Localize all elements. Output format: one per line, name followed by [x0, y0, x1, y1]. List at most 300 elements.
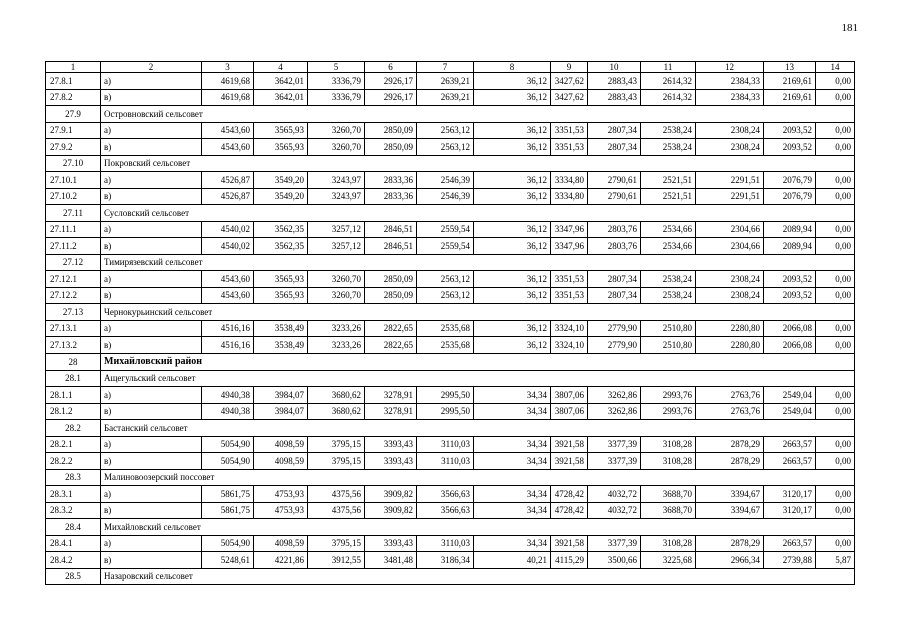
column-number-header: 5 [308, 62, 365, 73]
column-number-header: 2 [101, 62, 202, 73]
section-title: Тимирязевский сельсовет [101, 254, 855, 271]
value-cell: 3909,82 [365, 486, 417, 503]
value-cell: 2639,21 [417, 89, 474, 106]
row-code: 27.11 [46, 205, 101, 222]
value-cell: 3334,80 [551, 188, 588, 205]
value-cell: 5861,75 [202, 486, 254, 503]
value-cell: 4728,42 [551, 486, 588, 503]
row-code: 28.2 [46, 420, 101, 437]
value-cell: 0,00 [816, 73, 855, 90]
value-cell: 2663,57 [764, 535, 816, 552]
value-cell: 4526,87 [202, 172, 254, 189]
value-cell: 3110,03 [417, 535, 474, 552]
page-number: 181 [841, 22, 858, 34]
value-cell: 2779,90 [588, 320, 641, 337]
value-cell: 0,00 [816, 271, 855, 288]
value-cell: 2883,43 [588, 73, 641, 90]
row-code: 28.2.2 [46, 453, 101, 470]
row-code: 27.9.1 [46, 122, 101, 139]
value-cell: 2521,51 [641, 172, 696, 189]
row-code: 27.10 [46, 155, 101, 172]
row-code: 28.1 [46, 370, 101, 387]
value-cell: 36,12 [474, 172, 551, 189]
value-cell: 4543,60 [202, 122, 254, 139]
value-cell: 2089,94 [764, 238, 816, 255]
value-cell: 3377,39 [588, 453, 641, 470]
value-cell: 3225,68 [641, 552, 696, 569]
district-row [46, 353, 855, 370]
value-cell: 3262,86 [588, 387, 641, 404]
section-title: Покровский сельсовет [101, 155, 855, 172]
value-cell: 0,00 [816, 320, 855, 337]
row-code: 27.9.2 [46, 139, 101, 156]
row-code: 28.5 [46, 568, 101, 585]
value-cell: 3680,62 [308, 387, 365, 404]
row-code: 28.4 [46, 519, 101, 536]
value-cell: 2878,29 [696, 453, 764, 470]
section-title: Малиновоозерский поссовет [101, 469, 855, 486]
section-row [46, 568, 855, 585]
value-cell: 2966,34 [696, 552, 764, 569]
row-label: в) [101, 89, 202, 106]
section-title: Назаровский сельсовет [101, 568, 855, 585]
value-cell: 2803,76 [588, 221, 641, 238]
column-number-header: 6 [365, 62, 417, 73]
district-title: Михайловский район [101, 353, 855, 370]
value-cell: 2739,88 [764, 552, 816, 569]
value-cell: 2807,34 [588, 287, 641, 304]
value-cell: 3262,86 [588, 403, 641, 420]
row-code: 28.3.1 [46, 486, 101, 503]
value-cell: 3377,39 [588, 436, 641, 453]
section-title: Сусловский сельсовет [101, 205, 855, 222]
value-cell: 5248,61 [202, 552, 254, 569]
table-row [46, 122, 855, 139]
table-row [46, 73, 855, 90]
value-cell: 3565,93 [254, 287, 308, 304]
value-cell: 2833,36 [365, 172, 417, 189]
value-cell: 2538,24 [641, 122, 696, 139]
row-label: в) [101, 403, 202, 420]
value-cell: 2549,04 [764, 403, 816, 420]
section-row [46, 155, 855, 172]
value-cell: 34,34 [474, 453, 551, 470]
value-cell: 2076,79 [764, 188, 816, 205]
tariff-table [45, 61, 855, 585]
value-cell: 2563,12 [417, 122, 474, 139]
value-cell: 4375,56 [308, 486, 365, 503]
value-cell: 2807,34 [588, 271, 641, 288]
value-cell: 3795,15 [308, 535, 365, 552]
value-cell: 3912,55 [308, 552, 365, 569]
value-cell: 3110,03 [417, 436, 474, 453]
value-cell: 0,00 [816, 387, 855, 404]
row-code: 27.12.1 [46, 271, 101, 288]
value-cell: 2850,09 [365, 287, 417, 304]
value-cell: 2846,51 [365, 238, 417, 255]
table-row [46, 320, 855, 337]
value-cell: 3347,96 [551, 238, 588, 255]
value-cell: 3642,01 [254, 73, 308, 90]
section-row [46, 370, 855, 387]
value-cell: 3642,01 [254, 89, 308, 106]
column-number-header: 3 [202, 62, 254, 73]
value-cell: 34,34 [474, 436, 551, 453]
value-cell: 2076,79 [764, 172, 816, 189]
value-cell: 4098,59 [254, 436, 308, 453]
value-cell: 3909,82 [365, 502, 417, 519]
value-cell: 2534,66 [641, 221, 696, 238]
value-cell: 3427,62 [551, 73, 588, 90]
value-cell: 3688,70 [641, 502, 696, 519]
value-cell: 2850,09 [365, 139, 417, 156]
table-row [46, 172, 855, 189]
section-title: Бастанский сельсовет [101, 420, 855, 437]
row-label: в) [101, 238, 202, 255]
value-cell: 3351,53 [551, 122, 588, 139]
value-cell: 2763,76 [696, 387, 764, 404]
row-code: 27.13.2 [46, 337, 101, 354]
value-cell: 3243,97 [308, 188, 365, 205]
section-title: Островновский сельсовет [101, 106, 855, 123]
section-title: Михайловский сельсовет [101, 519, 855, 536]
row-code: 27.13.1 [46, 320, 101, 337]
value-cell: 3795,15 [308, 453, 365, 470]
value-cell: 3393,43 [365, 535, 417, 552]
row-label: а) [101, 535, 202, 552]
value-cell: 3336,79 [308, 89, 365, 106]
value-cell: 2534,66 [641, 238, 696, 255]
column-number-header: 1 [46, 62, 101, 73]
value-cell: 2846,51 [365, 221, 417, 238]
value-cell: 3566,63 [417, 486, 474, 503]
value-cell: 34,34 [474, 486, 551, 503]
value-cell: 2093,52 [764, 287, 816, 304]
row-label: в) [101, 453, 202, 470]
value-cell: 2291,51 [696, 172, 764, 189]
value-cell: 3549,20 [254, 172, 308, 189]
value-cell: 2169,61 [764, 73, 816, 90]
value-cell: 2807,34 [588, 139, 641, 156]
value-cell: 3243,97 [308, 172, 365, 189]
value-cell: 2995,50 [417, 387, 474, 404]
column-number-header: 12 [696, 62, 764, 73]
value-cell: 34,34 [474, 387, 551, 404]
value-cell: 3233,26 [308, 337, 365, 354]
row-code: 28.4.2 [46, 552, 101, 569]
value-cell: 3120,17 [764, 502, 816, 519]
value-cell: 0,00 [816, 238, 855, 255]
value-cell: 2993,76 [641, 387, 696, 404]
value-cell: 3351,53 [551, 271, 588, 288]
section-row [46, 420, 855, 437]
value-cell: 5054,90 [202, 453, 254, 470]
value-cell: 3984,07 [254, 387, 308, 404]
value-cell: 3921,58 [551, 535, 588, 552]
value-cell: 3807,06 [551, 387, 588, 404]
value-cell: 36,12 [474, 89, 551, 106]
value-cell: 3538,49 [254, 337, 308, 354]
value-cell: 36,12 [474, 139, 551, 156]
value-cell: 2538,24 [641, 287, 696, 304]
value-cell: 2546,39 [417, 172, 474, 189]
row-code: 28.1.2 [46, 403, 101, 420]
value-cell: 0,00 [816, 139, 855, 156]
value-cell: 3538,49 [254, 320, 308, 337]
value-cell: 4543,60 [202, 139, 254, 156]
row-label: в) [101, 337, 202, 354]
row-code: 27.12 [46, 254, 101, 271]
value-cell: 2850,09 [365, 122, 417, 139]
value-cell: 0,00 [816, 535, 855, 552]
value-cell: 4543,60 [202, 287, 254, 304]
value-cell: 2833,36 [365, 188, 417, 205]
table-row [46, 453, 855, 470]
value-cell: 2822,65 [365, 320, 417, 337]
value-cell: 2093,52 [764, 122, 816, 139]
row-code: 27.12.2 [46, 287, 101, 304]
value-cell: 3393,43 [365, 453, 417, 470]
value-cell: 3324,10 [551, 337, 588, 354]
column-number-header: 8 [474, 62, 551, 73]
value-cell: 2308,24 [696, 271, 764, 288]
column-number-header: 10 [588, 62, 641, 73]
value-cell: 3233,26 [308, 320, 365, 337]
value-cell: 4516,16 [202, 337, 254, 354]
table-row [46, 502, 855, 519]
table-row [46, 139, 855, 156]
value-cell: 4032,72 [588, 486, 641, 503]
value-cell: 2790,61 [588, 172, 641, 189]
value-cell: 0,00 [816, 502, 855, 519]
value-cell: 4115,29 [551, 552, 588, 569]
value-cell: 2878,29 [696, 436, 764, 453]
table-row [46, 89, 855, 106]
value-cell: 40,21 [474, 552, 551, 569]
row-label: а) [101, 320, 202, 337]
value-cell: 3984,07 [254, 403, 308, 420]
value-cell: 4526,87 [202, 188, 254, 205]
value-cell: 3324,10 [551, 320, 588, 337]
value-cell: 2803,76 [588, 238, 641, 255]
value-cell: 3921,58 [551, 436, 588, 453]
value-cell: 2304,66 [696, 238, 764, 255]
row-code: 28.3 [46, 469, 101, 486]
value-cell: 2663,57 [764, 453, 816, 470]
value-cell: 0,00 [816, 172, 855, 189]
table-row [46, 188, 855, 205]
value-cell: 2384,33 [696, 73, 764, 90]
value-cell: 3108,28 [641, 453, 696, 470]
value-cell: 2308,24 [696, 287, 764, 304]
value-cell: 5054,90 [202, 436, 254, 453]
table-row [46, 287, 855, 304]
section-row [46, 519, 855, 536]
value-cell: 4032,72 [588, 502, 641, 519]
value-cell: 4619,68 [202, 73, 254, 90]
value-cell: 3565,93 [254, 139, 308, 156]
value-cell: 5054,90 [202, 535, 254, 552]
value-cell: 2304,66 [696, 221, 764, 238]
value-cell: 2280,80 [696, 320, 764, 337]
value-cell: 3427,62 [551, 89, 588, 106]
value-cell: 3257,12 [308, 221, 365, 238]
value-cell: 2549,04 [764, 387, 816, 404]
value-cell: 0,00 [816, 287, 855, 304]
value-cell: 2563,12 [417, 271, 474, 288]
value-cell: 4940,38 [202, 387, 254, 404]
table-row [46, 535, 855, 552]
row-code: 27.8.2 [46, 89, 101, 106]
row-label: а) [101, 387, 202, 404]
value-cell: 36,12 [474, 188, 551, 205]
table-row [46, 387, 855, 404]
row-code: 27.10.2 [46, 188, 101, 205]
row-code: 28.4.1 [46, 535, 101, 552]
value-cell: 0,00 [816, 486, 855, 503]
row-code: 27.13 [46, 304, 101, 321]
value-cell: 3260,70 [308, 139, 365, 156]
value-cell: 5,87 [816, 552, 855, 569]
row-label: в) [101, 287, 202, 304]
value-cell: 3921,58 [551, 453, 588, 470]
value-cell: 2878,29 [696, 535, 764, 552]
value-cell: 2790,61 [588, 188, 641, 205]
table-row [46, 271, 855, 288]
value-cell: 34,34 [474, 535, 551, 552]
value-cell: 2308,24 [696, 122, 764, 139]
value-cell: 2883,43 [588, 89, 641, 106]
row-code: 28.3.2 [46, 502, 101, 519]
value-cell: 36,12 [474, 238, 551, 255]
value-cell: 4753,93 [254, 502, 308, 519]
value-cell: 2538,24 [641, 139, 696, 156]
value-cell: 2559,54 [417, 238, 474, 255]
row-code: 28.2.1 [46, 436, 101, 453]
value-cell: 0,00 [816, 453, 855, 470]
value-cell: 3680,62 [308, 403, 365, 420]
value-cell: 4098,59 [254, 453, 308, 470]
column-number-header: 14 [816, 62, 855, 73]
value-cell: 0,00 [816, 436, 855, 453]
value-cell: 2639,21 [417, 73, 474, 90]
row-code: 28 [46, 353, 101, 370]
value-cell: 4619,68 [202, 89, 254, 106]
row-code: 27.10.1 [46, 172, 101, 189]
value-cell: 2995,50 [417, 403, 474, 420]
value-cell: 3500,66 [588, 552, 641, 569]
value-cell: 3351,53 [551, 139, 588, 156]
column-number-header: 11 [641, 62, 696, 73]
row-code: 28.1.1 [46, 387, 101, 404]
row-label: а) [101, 122, 202, 139]
value-cell: 4098,59 [254, 535, 308, 552]
section-title: Чернокурьинский сельсовет [101, 304, 855, 321]
value-cell: 0,00 [816, 337, 855, 354]
table-row [46, 436, 855, 453]
value-cell: 4728,42 [551, 502, 588, 519]
row-label: а) [101, 73, 202, 90]
value-cell: 2169,61 [764, 89, 816, 106]
row-label: а) [101, 172, 202, 189]
value-cell: 2563,12 [417, 287, 474, 304]
column-number-header: 7 [417, 62, 474, 73]
value-cell: 3481,48 [365, 552, 417, 569]
value-cell: 2663,57 [764, 436, 816, 453]
row-code: 27.9 [46, 106, 101, 123]
value-cell: 3336,79 [308, 73, 365, 90]
value-cell: 3108,28 [641, 535, 696, 552]
value-cell: 4753,93 [254, 486, 308, 503]
value-cell: 3257,12 [308, 238, 365, 255]
value-cell: 0,00 [816, 122, 855, 139]
table-row [46, 403, 855, 420]
value-cell: 2535,68 [417, 320, 474, 337]
value-cell: 2822,65 [365, 337, 417, 354]
value-cell: 2779,90 [588, 337, 641, 354]
value-cell: 3347,96 [551, 221, 588, 238]
column-number-header: 9 [551, 62, 588, 73]
value-cell: 3562,35 [254, 221, 308, 238]
value-cell: 2926,17 [365, 73, 417, 90]
value-cell: 34,34 [474, 502, 551, 519]
value-cell: 3260,70 [308, 122, 365, 139]
table-row [46, 552, 855, 569]
value-cell: 2510,80 [641, 320, 696, 337]
value-cell: 2559,54 [417, 221, 474, 238]
value-cell: 2089,94 [764, 221, 816, 238]
value-cell: 3278,91 [365, 387, 417, 404]
value-cell: 2546,39 [417, 188, 474, 205]
value-cell: 2521,51 [641, 188, 696, 205]
value-cell: 2510,80 [641, 337, 696, 354]
value-cell: 3807,06 [551, 403, 588, 420]
value-cell: 3108,28 [641, 436, 696, 453]
value-cell: 3186,34 [417, 552, 474, 569]
value-cell: 4516,16 [202, 320, 254, 337]
value-cell: 36,12 [474, 73, 551, 90]
value-cell: 4540,02 [202, 238, 254, 255]
value-cell: 3393,43 [365, 436, 417, 453]
value-cell: 36,12 [474, 337, 551, 354]
value-cell: 3377,39 [588, 535, 641, 552]
value-cell: 34,34 [474, 403, 551, 420]
value-cell: 36,12 [474, 271, 551, 288]
value-cell: 3565,93 [254, 122, 308, 139]
value-cell: 2384,33 [696, 89, 764, 106]
value-cell: 2763,76 [696, 403, 764, 420]
table-row [46, 238, 855, 255]
row-label: а) [101, 486, 202, 503]
section-title: Ащегульский сельсовет [101, 370, 855, 387]
table-row [46, 337, 855, 354]
section-row [46, 304, 855, 321]
value-cell: 2308,24 [696, 139, 764, 156]
row-label: а) [101, 436, 202, 453]
value-cell: 36,12 [474, 287, 551, 304]
section-row [46, 106, 855, 123]
value-cell: 36,12 [474, 320, 551, 337]
value-cell: 4940,38 [202, 403, 254, 420]
value-cell: 3278,91 [365, 403, 417, 420]
row-label: в) [101, 188, 202, 205]
value-cell: 4221,86 [254, 552, 308, 569]
row-code: 27.11.2 [46, 238, 101, 255]
value-cell: 4540,02 [202, 221, 254, 238]
table-row [46, 221, 855, 238]
value-cell: 4543,60 [202, 271, 254, 288]
value-cell: 3566,63 [417, 502, 474, 519]
